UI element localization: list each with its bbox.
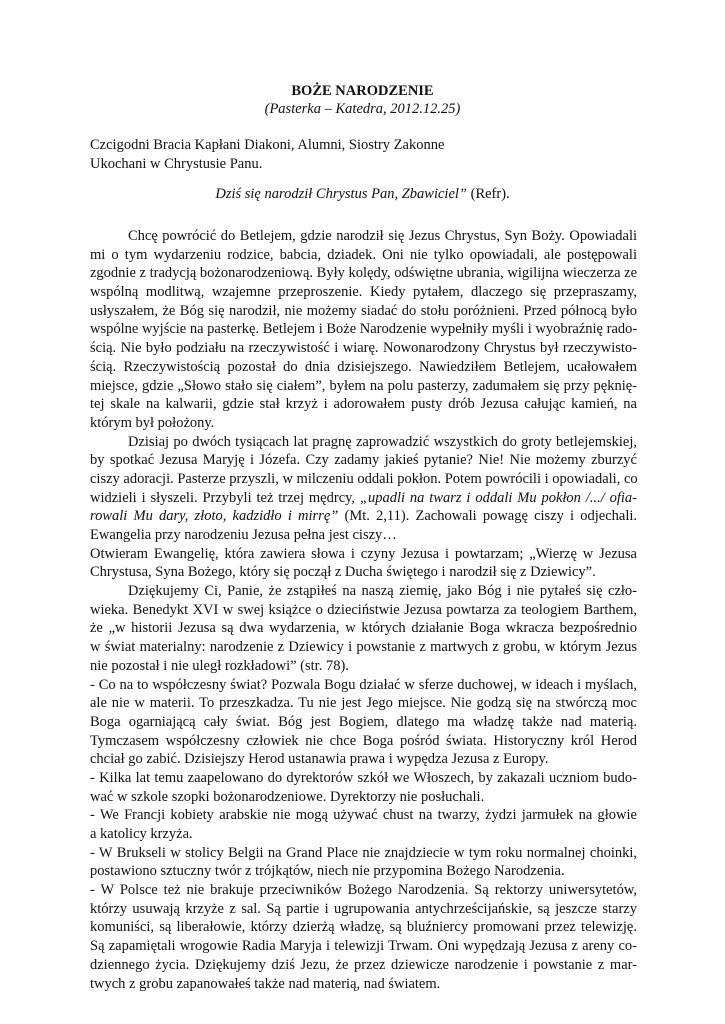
text-line: Tymczasem współczesny człowiek nie chce Boga pośród świata. Historyczny król Herod bbox=[90, 732, 637, 749]
text-line: wać w szkole szopki bożonarodzeniowe. Dyrektorzy nie posłuchali. bbox=[90, 788, 485, 805]
text-line: ścią. Rzeczywistością pozostał do dnia dzisiejszego. Nawiedziłem Betlejem, ucałowałem bbox=[90, 358, 637, 375]
text-line: Boga ogarniającą cały świat. Bóg jest Bogiem, dlatego ma władzę także nad materią. bbox=[90, 713, 637, 730]
text-line: komuniści, są liberałowie, którzy dzierżą władzę, są bluźniercy promowani przez telewizję. bbox=[90, 919, 637, 936]
text-line: nie pozostał i nie uległ rozkładowi” (str. 78). bbox=[90, 657, 349, 674]
text-line: Chcę powrócić do Betlejem, gdzie narodził się Jezus Chrystus, Syn Boży. Opowiadali bbox=[128, 228, 637, 244]
text-line: w świat materialny: narodzenie z Dziewicy i powstanie z martwych z grobu, w którym Jezus bbox=[90, 639, 637, 656]
text-line: ale nie w materii. To przeszkadza. Tu nie jest Jego miejsce. Nie godzą się na stwórczą moc bbox=[90, 695, 637, 712]
text-line: usłyszałem, że Bóg się narodził, nie możemy siadać do stołu poróżnieni. Przed północą było bbox=[90, 302, 637, 319]
text-line: twych z grobu zapanowałeś także nad materią, nad światem. bbox=[90, 975, 441, 992]
text-line: miejsce, gdzie „Słowo stało się ciałem”, byłem na polu pasterzy, zadumałem się przy pęknię- bbox=[90, 377, 637, 394]
text-line: tej skale na kalwarii, gdzie stał krzyż i adorowałem pusty drób Jezusa całując kamień, na bbox=[90, 396, 637, 413]
document-subtitle: (Pasterka – Katedra, 2012.12.25) bbox=[264, 101, 461, 117]
text-line: mi o tym wydarzeniu rodzice, babcia, dziadek. Oni nie tylko opowiadali, ale postępowali bbox=[90, 246, 637, 263]
text-line: Chrystusa, Syna Bożego, który się począł z Ducha świętego i narodził się z Dziewicy”. bbox=[90, 564, 596, 581]
text-line: Otwieram Ewangelię, która zawiera słowa i czyny Jezusa i powtarzam; „Wierzę w Jezusa bbox=[90, 545, 637, 562]
text-line: Dzisiaj po dwóch tysiącach lat pragnę zaprowadzić wszystkich do groty betlejemskiej, bbox=[128, 433, 637, 450]
text-segment: widzieli i słyszeli. Przybyli też trzej mędrcy, bbox=[90, 489, 356, 506]
text-line: by spotkać Jezusa Maryję i Józefa. Czy zadamy jakieś pytanie? Nie! Nie możemy zburzyć bbox=[90, 452, 637, 469]
greeting bbox=[90, 136, 650, 173]
text-line: - W Brukseli w stolicy Belgii na Grand Place nie znajdziecie w tym roku normalnej choinki, bbox=[90, 844, 637, 861]
refrain-quote: Dziś się narodził Chrystus Pan, Zbawiciel” bbox=[215, 186, 467, 202]
text-line bbox=[90, 489, 637, 508]
greeting-line: Czcigodni Bracia Kapłani Diakoni, Alumni, Siostry Zakonne bbox=[90, 137, 445, 153]
text-line: którzy usuwają krzyże z sal. Są partie i ugrupowania antychrześcijańskie, są jeszcze starzy bbox=[90, 900, 637, 917]
text-line: chciał go zabić. Dzisiejszy Herod ustanawia prawa i wypędza Jezusa z Europy. bbox=[90, 751, 549, 768]
text-line: ścią. Nie było podziału na rzeczywistość i wiarę. Nowonarodzony Chrystus był rzeczywisto- bbox=[90, 340, 637, 357]
text-line: wspólne wyjście na pasterkę. Betlejem i Boże Narodzenie wypełniły myśli i wyobraźnię rado- bbox=[90, 321, 638, 338]
text-line: - We Francji kobiety arabskie nie mogą używać chust na twarzy, żydzi jarmułek na głowie bbox=[90, 807, 637, 824]
text-line: dziennego życia. Dziękujemy dziś Jezu, że przez dziewicze narodzenie i powstanie z mar- bbox=[90, 956, 637, 973]
sermon-body bbox=[90, 227, 637, 993]
bible-quote: rowali Mu dary, złoto, kadzidło i mirrę” bbox=[90, 508, 339, 525]
text-line: - W Polsce też nie brakuje przeciwników Bożego Narodzenia. Są rektorzy uniwersytetów, bbox=[90, 882, 637, 899]
bible-quote: „upadli na twarz i oddali Mu pokłon /.../ ofia- bbox=[359, 489, 637, 506]
text-line: wspólną modlitwą, wzajemne przeproszenie. Kiedy pytałem, dlaczego się przepraszamy, bbox=[90, 284, 637, 301]
text-line: postawiono sztuczny twór z trójkątów, niech nie przypomina Bożego Narodzenia. bbox=[90, 863, 565, 880]
text-line: wieka. Benedykt XVI w swej książce o dzieciństwie Jezusa powtarza za teologiem Barthem, bbox=[90, 601, 637, 618]
text-line: - Co na to współczesny świat? Pozwala Bogu działać w sferze duchowej, w ideach i myślach, bbox=[90, 676, 637, 693]
text-line: zgodnie z tradycją bożonarodzeniową. Były kolędy, odświętne ubrania, wigilijna wieczerza ze bbox=[90, 265, 638, 282]
greeting-line: Ukochani w Chrystusie Panu. bbox=[90, 155, 263, 172]
text-line bbox=[90, 507, 637, 526]
text-line: Ewangelia przy narodzeniu Jezusa pełna jest ciszy… bbox=[90, 527, 397, 543]
text-line: a katolicy krzyża. bbox=[90, 826, 193, 842]
document-title: BOŻE NARODZENIE bbox=[291, 83, 434, 99]
text-line: ciszy adoracji. Pasterze przyszli, w milczeniu oddali pokłon. Potem powrócili i opowiadali, co bbox=[90, 470, 638, 487]
text-line: że „w historii Jezusa są dwa wydarzenia, w których działanie Boga wkracza bezpośrednio bbox=[90, 620, 637, 637]
text-line: którym był położony. bbox=[90, 414, 215, 431]
text-line: - Kilka lat temu zaapelowano do dyrektorów szkół we Włoszech, by zakazali uczniom budo- bbox=[90, 769, 637, 786]
text-line: Dziękujemy Ci, Panie, że zstąpiłeś na naszą ziemię, jako Bóg i nie pytałeś się czło- bbox=[128, 583, 637, 600]
text-segment: (Mt. 2,11). Zachowali powagę ciszy i odjechali. bbox=[338, 508, 638, 525]
refrain-suffix: (Refr). bbox=[466, 186, 510, 202]
refrain bbox=[0, 185, 725, 203]
text-line: Są zapamiętali wrogowie Radia Maryja i telewizji Trwam. Oni wypędzają Jezusa z areny co- bbox=[90, 938, 637, 955]
